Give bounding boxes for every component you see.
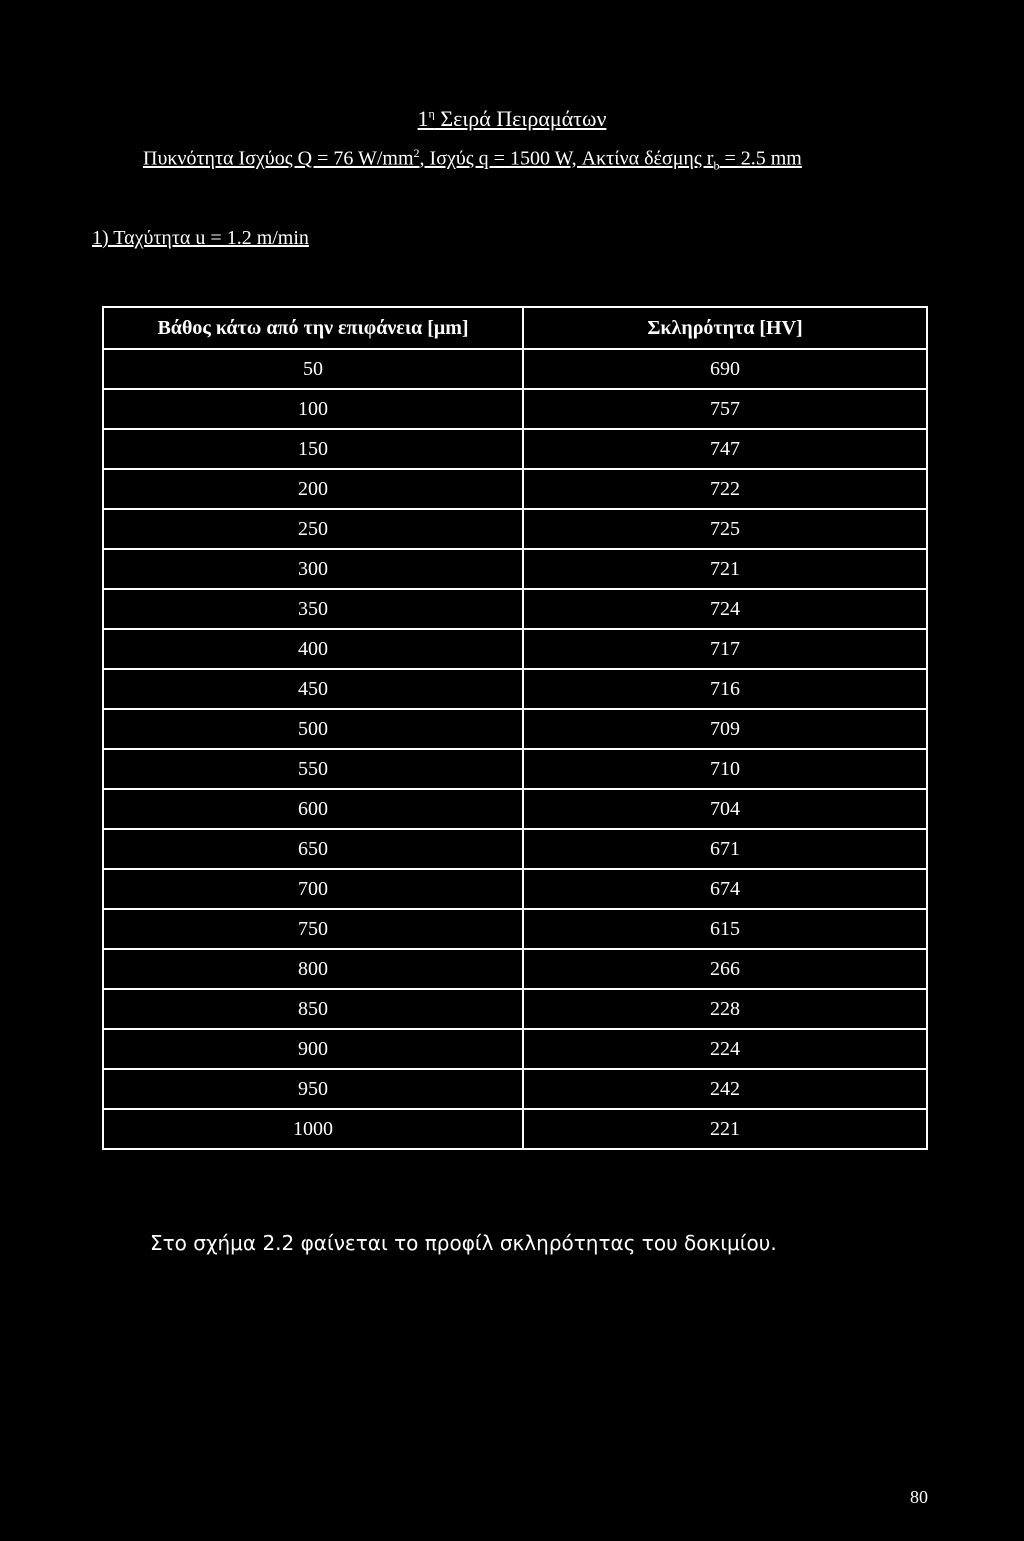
hardness-cell: 615 (523, 909, 927, 949)
params-superscript: 2 (413, 146, 420, 160)
table-row (103, 669, 927, 709)
hardness-cell: 242 (523, 1069, 927, 1109)
speed-line: 1) Ταχύτητα u = 1.2 m/min (92, 227, 309, 249)
depth-cell: 950 (103, 1069, 523, 1109)
depth-cell: 600 (103, 789, 523, 829)
depth-cell: 750 (103, 909, 523, 949)
hardness-cell: 690 (523, 349, 927, 389)
table-row (103, 949, 927, 989)
section-heading (0, 106, 1024, 132)
params-text-1: Πυκνότητα Ισχύος Q = 76 W/mm (143, 147, 414, 170)
depth-cell: 250 (103, 509, 523, 549)
hardness-cell: 721 (523, 549, 927, 589)
hardness-cell: 266 (523, 949, 927, 989)
hardness-cell: 747 (523, 429, 927, 469)
table-row (103, 349, 927, 389)
hardness-cell: 717 (523, 629, 927, 669)
depth-cell: 650 (103, 829, 523, 869)
table-row (103, 749, 927, 789)
experiment-parameters (143, 146, 802, 174)
params-text-3: = 2.5 mm (719, 147, 802, 170)
heading-text: Σειρά Πειραμάτων (434, 106, 607, 131)
depth-cell: 550 (103, 749, 523, 789)
params-subscript: b (713, 158, 720, 173)
depth-cell: 200 (103, 469, 523, 509)
depth-cell: 50 (103, 349, 523, 389)
table-row (103, 829, 927, 869)
header-depth: Βάθος κάτω από την επιφάνεια [μm] (103, 307, 523, 349)
depth-cell: 900 (103, 1029, 523, 1069)
table-row (103, 989, 927, 1029)
hardness-cell: 725 (523, 509, 927, 549)
table-row (103, 389, 927, 429)
table-row (103, 549, 927, 589)
heading-ordinal: η (428, 106, 435, 121)
depth-cell: 150 (103, 429, 523, 469)
depth-cell: 700 (103, 869, 523, 909)
depth-cell: 300 (103, 549, 523, 589)
depth-cell: 350 (103, 589, 523, 629)
hardness-cell: 221 (523, 1109, 927, 1149)
table-row (103, 469, 927, 509)
table-row (103, 509, 927, 549)
table-body (103, 349, 927, 1149)
hardness-cell: 709 (523, 709, 927, 749)
table-row (103, 1029, 927, 1069)
hardness-cell: 228 (523, 989, 927, 1029)
hardness-cell: 757 (523, 389, 927, 429)
table-row (103, 709, 927, 749)
header-hardness: Σκληρότητα [HV] (523, 307, 927, 349)
depth-cell: 500 (103, 709, 523, 749)
hardness-cell: 724 (523, 589, 927, 629)
heading-number: 1 (417, 106, 429, 131)
table-row (103, 869, 927, 909)
hardness-cell: 671 (523, 829, 927, 869)
table-row (103, 1069, 927, 1109)
hardness-cell: 224 (523, 1029, 927, 1069)
hardness-table (102, 306, 928, 1150)
page-number: 80 (910, 1487, 928, 1507)
hardness-cell: 674 (523, 869, 927, 909)
depth-cell: 100 (103, 389, 523, 429)
hardness-cell: 704 (523, 789, 927, 829)
params-text-2: , Ισχύς q = 1500 W, Ακτίνα δέσμης r (419, 147, 714, 170)
table-row (103, 589, 927, 629)
table-row (103, 429, 927, 469)
table-row (103, 909, 927, 949)
table-row (103, 789, 927, 829)
depth-cell: 450 (103, 669, 523, 709)
hardness-cell: 716 (523, 669, 927, 709)
depth-cell: 400 (103, 629, 523, 669)
hardness-cell: 722 (523, 469, 927, 509)
hardness-cell: 710 (523, 749, 927, 789)
table-row (103, 1109, 927, 1149)
figure-note: Στο σχήμα 2.2 φαίνεται το προφίλ σκληρότητας του δοκιμίου. (150, 1231, 777, 1255)
table-row (103, 629, 927, 669)
depth-cell: 850 (103, 989, 523, 1029)
table-header-row (103, 307, 927, 349)
depth-cell: 800 (103, 949, 523, 989)
depth-cell: 1000 (103, 1109, 523, 1149)
